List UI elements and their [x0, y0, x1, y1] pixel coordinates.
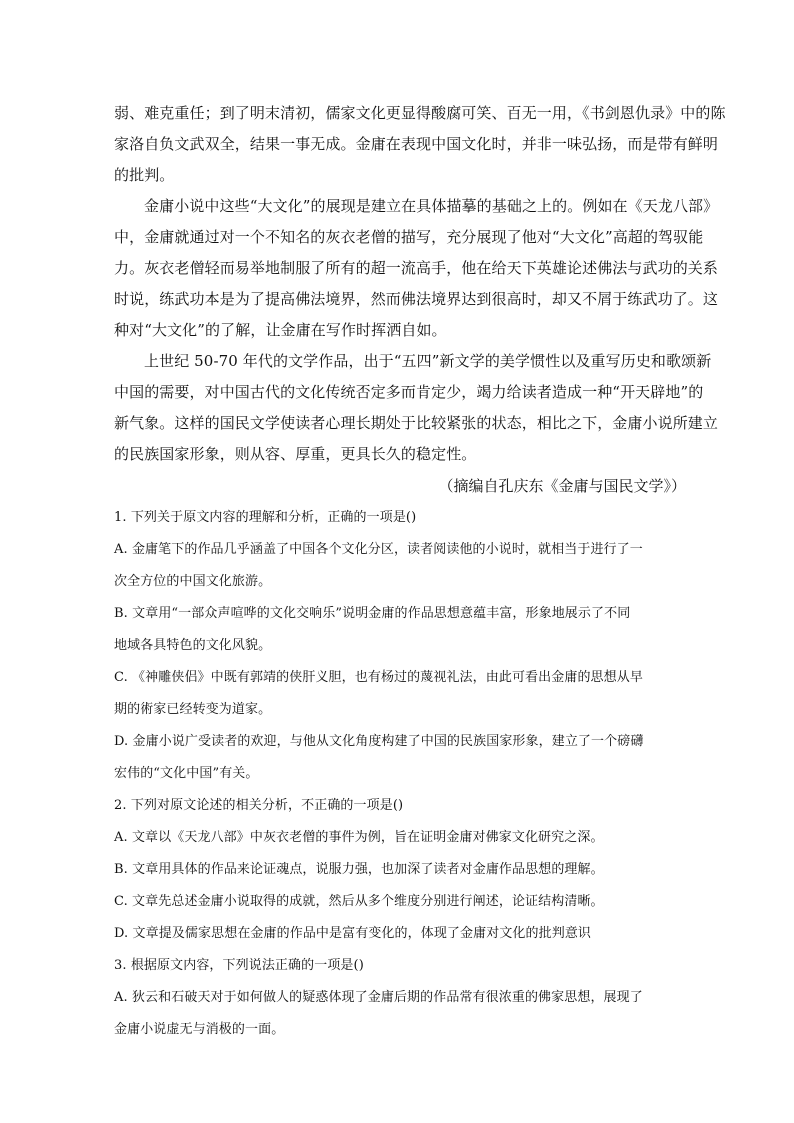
passage-line: 上世纪 50-70 年代的文学作品，出于“五四”新文学的美学惯性以及重写历史和歌颂新 [144, 352, 712, 370]
passage-source: （摘编自孔庆东《金庸与国民文学》） [438, 477, 686, 495]
question-1-stem: 1. 下列关于原文内容的理解和分析，正确的一项是() [114, 510, 417, 525]
passage-line: 家洛自负文武双全，结果一事无成。金庸在表现中国文化时，并非一味弘扬，而是带有鲜明 [114, 135, 719, 153]
question-2-option-d: D. 文章提及儒家思想在金庸的作品中是富有变化的，体现了金庸对文化的批判意识 [114, 926, 592, 941]
passage-line: 种对“大文化”的了解，让金庸在写作时挥洒自如。 [114, 321, 447, 339]
question-1-option-b-cont: 地域各具特色的文化风貌。 [114, 638, 272, 653]
question-1-option-a-cont: 次全方位的中国文化旅游。 [114, 574, 272, 589]
passage-line: 弱、难克重任；到了明末清初，儒家文化更显得酸腐可笑、百无一用，《书剑恩仇录》中的陈 [114, 104, 726, 122]
question-3-stem: 3. 根据原文内容，下列说法正确的一项是() [114, 958, 364, 973]
passage-line: 力。灰衣老僧轻而易举地制服了所有的超一流高手，他在给天下英雄论述佛法与武功的关系 [114, 259, 719, 277]
question-1-option-d-cont: 宏伟的“文化中国”有关。 [114, 766, 259, 781]
passage-line: 的批判。 [114, 166, 175, 184]
passage-line: 新气象。这样的国民文学使读者心理长期处于比较紧张的状态，相比之下，金庸小说所建立 [114, 414, 719, 432]
question-2-option-b: B. 文章用具体的作品来论证魂点，说服力强，也加深了读者对金庸作品思想的理解。 [114, 862, 604, 877]
question-3-option-a: A. 狄云和石破天对于如何做人的疑惑体现了金庸后期的作品常有很浓重的佛家思想，展现了 [114, 990, 643, 1005]
passage-line: 时说，练武功本是为了提高佛法境界，然而佛法境界达到很高时，却又不屑于练武功了。这 [114, 290, 719, 308]
question-2-stem: 2. 下列对原文论述的相关分析，不正确的一项是() [114, 798, 404, 813]
passage-line: 金庸小说中这些“大文化”的展现是建立在具体描摹的基础之上的。例如在《天龙八部》 [144, 197, 719, 215]
question-2-option-a: A. 文章以《天龙八部》中灰衣老僧的事件为例，旨在证明金庸对佛家文化研究之深。 [114, 830, 604, 845]
question-1-option-b: B. 文章用“一部众声喧哗的文化交响乐”说明金庸的作品思想意蕴丰富，形象地展示了不同 [114, 606, 631, 621]
passage-line: 中国的需要，对中国古代的文化传统否定多而肯定少，竭力给读者造成一种“开天辟地”的 [114, 383, 704, 401]
question-1-option-c-cont: 期的術家已经转变为道家。 [114, 702, 272, 717]
question-2-option-c: C. 文章先总述金庸小说取得的成就，然后从多个维度分别进行阐述，论证结构清晰。 [114, 894, 604, 909]
question-1-option-c: C. 《神雕侠侣》中既有郭靖的侠肝义胆，也有杨过的蔑视礼法，由此可看出金庸的思想从早 [114, 670, 643, 685]
question-1-option-d: D. 金庸小说广受读者的欢迎，与他从文化角度构建了中国的民族国家形象，建立了一个磅礴 [114, 734, 644, 749]
passage-line: 中，金庸就通过对一个不知名的灰衣老僧的描写，充分展现了他对“大文化”高超的驾驭能 [114, 228, 704, 246]
question-1-option-a: A. 金庸笔下的作品几乎涵盖了中国各个文化分区，读者阅读他的小说时，就相当于进行了一 [114, 542, 643, 557]
passage-line: 的民族国家形象，则从容、厚重，更具长久的稳定性。 [114, 445, 477, 463]
question-3-option-a-cont: 金庸小说虚无与消极的一面。 [114, 1022, 285, 1037]
